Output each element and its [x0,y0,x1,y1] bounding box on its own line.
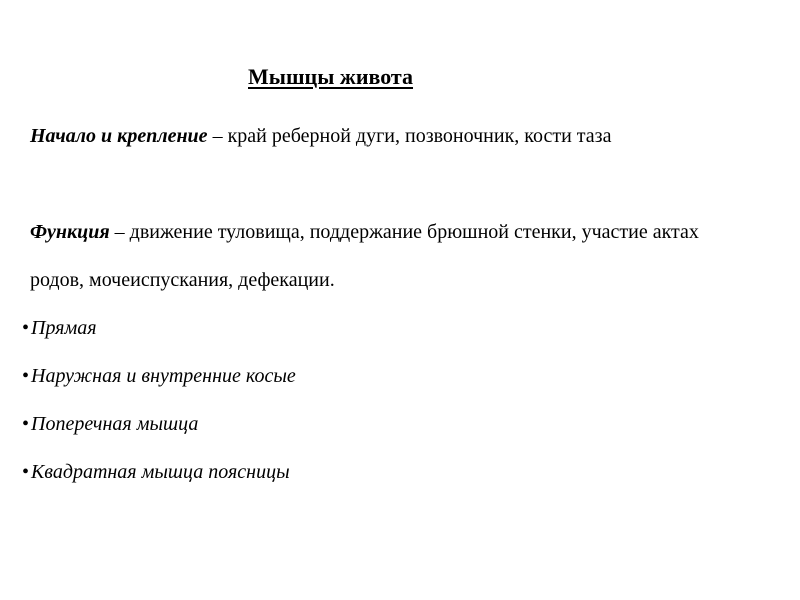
bullet-icon: • [22,413,30,435]
function-paragraph [30,208,730,304]
list-item [22,352,296,400]
list-item-text: Поперечная мышца [31,413,199,435]
slide-title: Мышцы живота [248,64,414,89]
function-label: Функция [30,221,110,243]
bullet-icon: • [22,365,30,387]
bullet-icon: • [22,317,30,339]
list-item-text: Прямая [31,317,97,339]
list-item-text: Квадратная мышца поясницы [31,461,290,483]
list-item [22,400,296,448]
origin-attachment-text: – край реберной дуги, позвоночник, кости таза [207,125,612,147]
list-item [22,448,296,496]
bullet-icon: • [22,461,30,483]
origin-attachment-label: Начало и крепление [30,125,208,147]
muscle-list [22,304,296,496]
function-text: – движение туловища, поддержание брюшной стенки, участие актах родов, мочеиспускания, дефекации. [30,221,699,291]
origin-attachment-paragraph [30,112,730,160]
list-item-text: Наружная и внутренние косые [31,365,296,387]
list-item [22,304,296,352]
